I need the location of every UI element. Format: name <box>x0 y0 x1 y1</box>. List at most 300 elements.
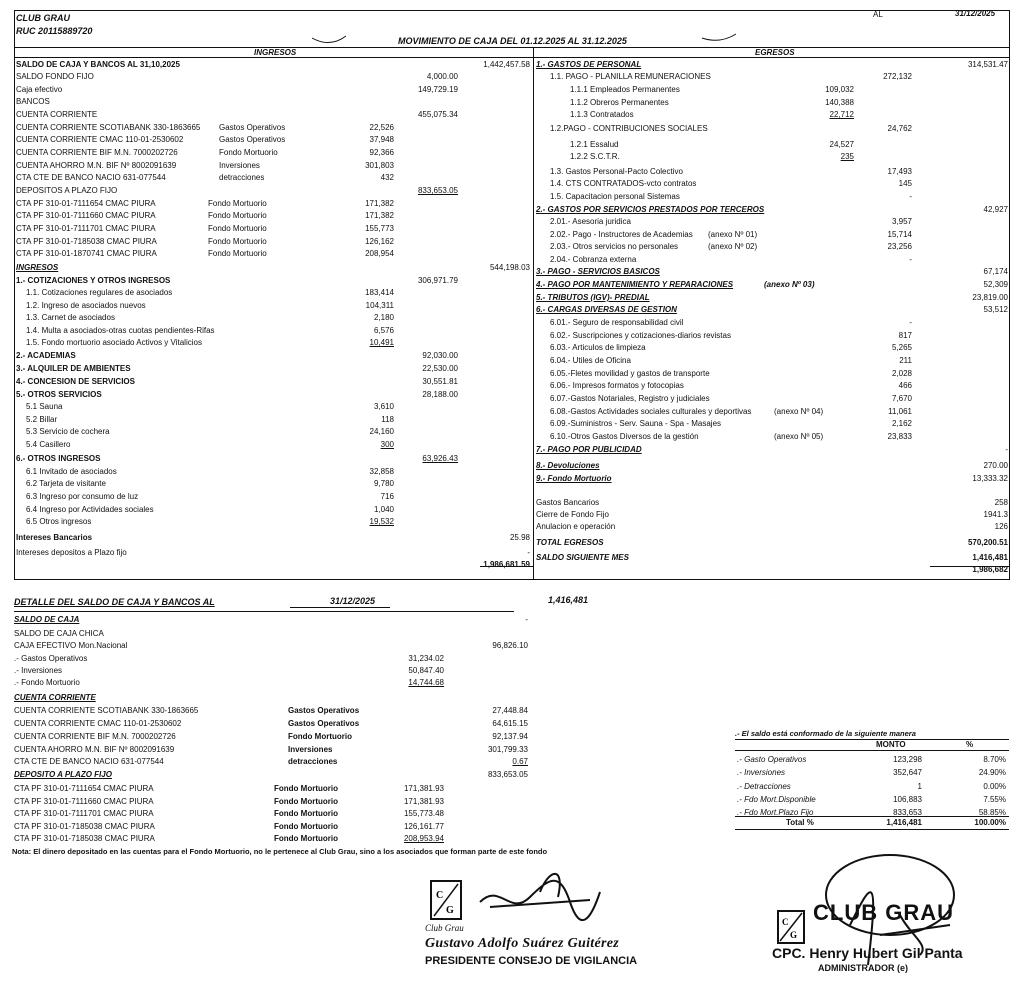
egresos-label: 6.03.- Articulos de limpieza <box>550 343 646 352</box>
detalle-row <box>14 796 514 808</box>
ingresos-amount: 171,382 <box>365 199 394 208</box>
egresos-label: TOTAL EGRESOS <box>536 538 604 547</box>
ingresos-label: 1.2. Ingreso de asociados nuevos <box>26 301 146 310</box>
tilde-mark-right <box>700 30 740 44</box>
egresos-row <box>534 473 1010 485</box>
egresos-label: 6.10.-Otros Gastos Diversos de la gestión <box>550 432 699 441</box>
egresos-label: 6.08.-Gastos Actividades sociales culturales y deportivas <box>550 407 752 416</box>
egresos-label: 1.5. Capacitacion personal Sistemas <box>550 192 680 201</box>
detalle-total: 0.67 <box>512 757 528 766</box>
ingresos-amount: 10,491 <box>369 338 394 347</box>
egresos-row <box>534 460 1010 472</box>
resumen-row <box>735 754 1009 766</box>
egresos-row <box>534 292 1010 304</box>
ingresos-desc: Fondo Mortuorio <box>208 237 267 246</box>
egresos-label: 1.2.1 Essalud <box>570 140 619 149</box>
resumen-monto: 1 <box>917 782 922 791</box>
egresos-row <box>534 393 1010 405</box>
ingresos-subtotal: 455,075.34 <box>417 110 458 119</box>
detalle-total: 96,826.10 <box>492 641 528 650</box>
resumen-label: .- Detracciones <box>737 782 791 791</box>
resumen-monto: 123,298 <box>893 755 922 764</box>
header-line-1 <box>14 47 1010 48</box>
egresos-label: 9.- Fondo Mortuorio <box>536 474 612 483</box>
ingresos-row <box>14 439 534 451</box>
detalle-row <box>14 665 514 677</box>
egresos-subtotal: 5,265 <box>891 343 912 352</box>
detalle-row <box>14 808 514 820</box>
egresos-row <box>534 123 1010 135</box>
ingresos-row <box>14 172 534 184</box>
detalle-date-underline <box>290 607 390 608</box>
ingresos-label: CTA PF 310-01-7185038 CMAC PIURA <box>16 237 157 246</box>
egresos-row <box>534 279 1010 291</box>
detalle-desc: Inversiones <box>288 745 333 754</box>
detalle-desc: Fondo Mortuorio <box>274 809 338 818</box>
egresos-row <box>534 380 1010 392</box>
detalle-label: .- Fondo Mortuorio <box>14 678 80 687</box>
ingresos-label: CUENTA CORRIENTE SCOTIABANK 330-1863665 <box>16 123 201 132</box>
ingresos-label: INGRESOS <box>16 263 59 272</box>
frame-bottom <box>14 579 1010 580</box>
left-stamp-text: Club Grau <box>425 923 464 933</box>
egresos-subtotal: 145 <box>898 179 912 188</box>
ingresos-label: 1.5. Fondo mortuorio asociado Activos y Vitalicios <box>26 338 202 347</box>
egresos-subtotal: 11,061 <box>888 407 912 416</box>
resumen-monto: 106,883 <box>893 795 922 804</box>
detalle-label: CTA PF 310-01-7185038 CMAC PIURA <box>14 834 155 843</box>
egresos-row <box>534 97 1010 109</box>
right-stamp-text: CLUB GRAU <box>813 900 954 925</box>
ingresos-label: 6.- OTROS INGRESOS <box>16 454 101 463</box>
ingresos-row <box>14 491 534 503</box>
detalle-row <box>14 614 528 626</box>
ingresos-amount: 6,576 <box>373 326 394 335</box>
egresos-label: 2.04.- Cobranza externa <box>550 255 637 264</box>
ingresos-row <box>14 401 534 413</box>
club-grau-logo-left <box>428 878 468 924</box>
detalle-desc: Fondo Mortuorio <box>274 784 338 793</box>
detalle-amount: 171,381.93 <box>403 784 444 793</box>
egresos-row <box>534 191 1010 203</box>
resumen-title: .- El saldo está conformado de la siguiente manera <box>735 729 916 738</box>
ingresos-label: 1.3. Carnet de asociados <box>26 313 115 322</box>
svg-text:G: G <box>446 905 454 916</box>
ingresos-amount: 9,780 <box>373 479 394 488</box>
ingresos-amount: 3,610 <box>373 402 394 411</box>
detalle-desc: Fondo Mortuorio <box>274 822 338 831</box>
egresos-label: 2.01.- Asesoria juridica <box>550 217 631 226</box>
egresos-anexo: (anexo Nº 01) <box>708 230 758 239</box>
egresos-amount: 140,388 <box>825 98 854 107</box>
resumen-monto: 833,653 <box>893 808 922 817</box>
egresos-row <box>534 509 1010 521</box>
egresos-subtotal: 15,714 <box>887 230 912 239</box>
ingresos-row <box>14 453 534 465</box>
detalle-amount: 155,773.48 <box>403 809 444 818</box>
egresos-row <box>534 254 1010 266</box>
ingresos-label: DEPOSITOS A PLAZO FIJO <box>16 186 118 195</box>
egresos-row <box>534 444 1010 456</box>
svg-text:C: C <box>782 917 789 927</box>
egresos-row <box>534 418 1010 430</box>
ingresos-total: 25.98 <box>509 533 530 542</box>
egresos-label: 1.1.1 Empleados Permanentes <box>570 85 680 94</box>
egresos-row <box>534 330 1010 342</box>
ingresos-amount: 2,180 <box>373 313 394 322</box>
detalle-label: .- Gastos Operativos <box>14 654 88 663</box>
ingresos-label: CTA PF 310-01-7111660 CMAC PIURA <box>16 211 156 220</box>
ingresos-label: 6.3 Ingreso por consumo de luz <box>26 492 139 501</box>
ingresos-row <box>14 71 534 83</box>
egresos-subtotal: 2,162 <box>891 419 912 428</box>
ingresos-label: BANCOS <box>16 97 50 106</box>
detalle-label: SALDO DE CAJA CHICA <box>14 629 104 638</box>
detalle-note: Nota: El dinero depositado en las cuentas para el Fondo Mortuorio, no le pertenece al Club Grau, sino a los asociados que forman parte de este fondo <box>12 847 548 856</box>
egresos-label: 6.04.- Utiles de Oficina <box>550 356 631 365</box>
ingresos-label: 1.4. Multa a asociados-otras cuotas pendientes-Rifas <box>26 326 215 335</box>
detalle-row <box>14 705 528 717</box>
ingresos-label: CUENTA AHORRO M.N. BIF Nº 8002091639 <box>16 161 177 170</box>
ingresos-row <box>14 59 534 71</box>
egresos-row <box>534 71 1010 83</box>
detalle-row <box>14 692 514 704</box>
egresos-subtotal: 3,957 <box>891 217 912 226</box>
egresos-row <box>534 139 1010 151</box>
ingresos-amount: 716 <box>380 492 394 501</box>
ingresos-label: Caja efectivo <box>16 85 63 94</box>
detalle-amount: 14,744.68 <box>408 678 444 687</box>
egresos-row <box>534 521 1010 533</box>
egresos-row <box>534 266 1010 278</box>
ingresos-label: 5.1 Sauna <box>26 402 63 411</box>
detalle-label: CTA PF 310-01-7111701 CMAC PIURA <box>14 809 154 818</box>
detalle-desc: Gastos Operativos <box>288 706 360 715</box>
ingresos-desc: Fondo Mortuorio <box>208 224 267 233</box>
detalle-row <box>14 744 528 756</box>
egresos-row <box>534 204 1010 216</box>
left-signer-name: Gustavo Adolfo Suárez Guitérez <box>425 936 620 951</box>
ingresos-label: Intereses Bancarios <box>16 533 93 542</box>
egresos-row <box>534 304 1010 316</box>
egresos-total: 1941.3 <box>983 510 1008 519</box>
ingresos-desc: Fondo Mortuorio <box>208 199 267 208</box>
egresos-anexo: (anexo Nº 02) <box>708 242 758 251</box>
detalle-desc: Gastos Operativos <box>288 719 360 728</box>
egresos-total: 1,986,682 <box>972 565 1008 574</box>
ingresos-amount: 32,858 <box>369 467 394 476</box>
egresos-label: 6.01.- Seguro de responsabilidad civil <box>550 318 684 327</box>
ingresos-row <box>14 262 534 274</box>
ingresos-label: CTA CTE DE BANCO NACIO 631-077544 <box>16 173 166 182</box>
detalle-label: CTA PF 310-01-7111654 CMAC PIURA <box>14 784 154 793</box>
svg-text:C: C <box>436 890 444 901</box>
ingresos-total: 1,442,457.58 <box>483 60 530 69</box>
egresos-row <box>534 178 1010 190</box>
ingresos-label: SALDO DE CAJA Y BANCOS AL 31,10,2025 <box>16 60 180 69</box>
ingresos-desc: Gastos Operativos <box>219 123 286 132</box>
egresos-label: 1.4. CTS CONTRATADOS-vcto contratos <box>550 179 697 188</box>
ingresos-row <box>14 275 534 287</box>
ingresos-amount: 37,948 <box>369 135 394 144</box>
ingresos-row <box>14 516 534 528</box>
egresos-header: EGRESOS <box>755 48 795 57</box>
egresos-row <box>534 537 1010 549</box>
ingresos-row <box>14 300 534 312</box>
ingresos-amount: 104,311 <box>365 301 394 310</box>
ingresos-row <box>14 478 534 490</box>
egresos-label: 5.- TRIBUTOS (IGV)- PREDIAL <box>536 293 650 302</box>
ingresos-desc: Gastos Operativos <box>219 135 286 144</box>
egresos-row <box>534 431 1010 443</box>
detalle-row <box>14 821 514 833</box>
egresos-row <box>534 368 1010 380</box>
ingresos-row <box>14 389 534 401</box>
egresos-total: 52,309 <box>983 280 1008 289</box>
resumen-row <box>735 767 1009 779</box>
egresos-total: 258 <box>994 498 1008 507</box>
ingresos-amount: 171,382 <box>365 211 394 220</box>
ingresos-row <box>14 185 534 197</box>
egresos-total-line <box>930 566 1010 567</box>
ingresos-amount: 92,366 <box>369 148 394 157</box>
egresos-subtotal: 211 <box>899 356 912 365</box>
detalle-amount: 31,234.02 <box>408 654 444 663</box>
egresos-row <box>534 109 1010 121</box>
ingresos-label: 6.1 Invitado de asociados <box>26 467 117 476</box>
egresos-label: 1.3. Gastos Personal-Pacto Colectivo <box>550 167 683 176</box>
egresos-label: 6.07.-Gastos Notariales, Registro y judiciales <box>550 394 710 403</box>
ingresos-label: Intereses depositos a Plazo fijo <box>16 548 127 557</box>
resumen-pct: 24.90% <box>978 768 1006 777</box>
ingresos-row <box>14 363 534 375</box>
tilde-mark-left <box>310 32 350 46</box>
resumen-col-pct: % <box>966 740 974 749</box>
right-signer-name: CPC. Henry Hubert Gil Panta <box>772 945 963 961</box>
detalle-total: 27,448.84 <box>492 706 528 715</box>
ingresos-row <box>14 547 534 559</box>
egresos-label: Cierre de Fondo Fijo <box>536 510 609 519</box>
ingresos-subtotal: 92,030.00 <box>422 351 458 360</box>
resumen-pct: 58.85% <box>978 808 1006 817</box>
egresos-row <box>534 406 1010 418</box>
ingresos-amount: 183,414 <box>365 288 394 297</box>
egresos-label: 2.03.- Otros servicios no personales <box>550 242 679 251</box>
egresos-row <box>534 241 1010 253</box>
egresos-row <box>534 166 1010 178</box>
detalle-amount: 126,161.77 <box>403 822 444 831</box>
egresos-subtotal: - <box>909 255 912 264</box>
detalle-label: CAJA EFECTIVO Mon.Nacional <box>14 641 128 650</box>
egresos-subtotal: - <box>909 318 912 327</box>
ingresos-row <box>14 210 534 222</box>
egresos-label: Anulacion e operación <box>536 522 616 531</box>
egresos-row <box>534 84 1010 96</box>
detalle-label: .- Inversiones <box>14 666 63 675</box>
detalle-amount: 50,847.40 <box>408 666 444 675</box>
detalle-label: CTA PF 310-01-7185038 CMAC PIURA <box>14 822 155 831</box>
ingresos-row <box>14 414 534 426</box>
ingresos-row <box>14 134 534 146</box>
ingresos-label: 3.- ALQUILER DE AMBIENTES <box>16 364 131 373</box>
ingresos-row <box>14 325 534 337</box>
detalle-amount: 171,381.93 <box>403 797 444 806</box>
resumen-label: .- Fdo Mort.Plazo Fijo <box>737 808 814 817</box>
egresos-subtotal: 2,028 <box>891 369 912 378</box>
egresos-total: 67,174 <box>983 267 1008 276</box>
detalle-row <box>14 718 528 730</box>
egresos-label: 1.1.3 Contratados <box>570 110 634 119</box>
egresos-subtotal: 17,493 <box>887 167 912 176</box>
detalle-row <box>14 653 514 665</box>
ingresos-amount: 432 <box>380 173 394 182</box>
egresos-row <box>534 552 1010 564</box>
ingresos-total-line <box>480 566 534 567</box>
egresos-subtotal: 272,132 <box>883 72 912 81</box>
ingresos-desc: Fondo Mortuorio <box>219 148 278 157</box>
ingresos-total: 544,198.03 <box>489 263 530 272</box>
ingresos-amount: 118 <box>381 415 394 424</box>
ingresos-subtotal: 28,188.00 <box>422 390 458 399</box>
egresos-subtotal: - <box>909 192 912 201</box>
detalle-row <box>14 769 528 781</box>
detalle-total: 301,799.33 <box>487 745 528 754</box>
egresos-label: SALDO SIGUIENTE MES <box>536 553 629 562</box>
ingresos-label: CUENTA CORRIENTE BIF M.N. 7000202726 <box>16 148 178 157</box>
ingresos-total: 1,986,681.59 <box>483 560 530 569</box>
ingresos-label: 6.5 Otros ingresos <box>26 517 92 526</box>
ingresos-label: SALDO FONDO FIJO <box>16 72 94 81</box>
ingresos-row <box>14 337 534 349</box>
egresos-row <box>534 355 1010 367</box>
right-signature <box>810 825 960 985</box>
detalle-desc: Fondo Mortuorio <box>274 834 338 843</box>
resumen-total-monto: 1,416,481 <box>886 818 922 827</box>
egresos-subtotal: 23,256 <box>887 242 912 251</box>
ingresos-row <box>14 287 534 299</box>
ingresos-row <box>14 559 534 571</box>
ingresos-amount: 300 <box>380 440 394 449</box>
resumen-pct: 8.70% <box>983 755 1006 764</box>
ingresos-label: 5.- OTROS SERVICIOS <box>16 390 102 399</box>
egresos-amount: 22,712 <box>829 110 854 119</box>
egresos-row <box>534 229 1010 241</box>
egresos-label: 3.- PAGO - SERVICIOS BASICOS <box>536 267 660 276</box>
egresos-total: 13,333.32 <box>972 474 1008 483</box>
ingresos-label: 6.4 Ingreso por Actividades sociales <box>26 505 154 514</box>
detalle-row <box>14 628 514 640</box>
resumen-row <box>735 781 1009 793</box>
ingresos-amount: 301,803 <box>365 161 394 170</box>
detalle-label: SALDO DE CAJA <box>14 615 80 624</box>
ingresos-amount: 19,532 <box>369 517 394 526</box>
detalle-row <box>14 677 514 689</box>
egresos-subtotal: 7,670 <box>891 394 912 403</box>
ingresos-row <box>14 532 534 544</box>
egresos-total: 53,512 <box>983 305 1008 314</box>
detalle-row <box>14 756 528 768</box>
detalle-total: 833,653.05 <box>487 770 528 779</box>
egresos-total: 126 <box>994 522 1008 531</box>
ingresos-label: CUENTA CORRIENTE <box>16 110 98 119</box>
detalle-date: 31/12/2025 <box>330 596 376 606</box>
ingresos-label: 6.2 Tarjeta de visitante <box>26 479 106 488</box>
egresos-label: 4.- PAGO POR MANTENIMIENTO Y REPARACIONES <box>536 280 734 289</box>
resumen-row <box>735 794 1009 806</box>
detalle-label: CTA PF 310-01-7111660 CMAC PIURA <box>14 797 154 806</box>
ingresos-desc: Fondo Mortuorio <box>208 249 267 258</box>
club-name: CLUB GRAU <box>16 13 70 23</box>
egresos-label: 6.09.-Suministros - Serv. Sauna - Spa - Masajes <box>550 419 722 428</box>
egresos-anexo: (anexo Nº 03) <box>764 280 815 289</box>
egresos-subtotal: 817 <box>898 331 912 340</box>
ingresos-amount: 155,773 <box>365 224 394 233</box>
detalle-label: CUENTA CORRIENTE BIF M.N. 7000202726 <box>14 732 176 741</box>
ingresos-label: CTA PF 310-01-1870741 CMAC PIURA <box>16 249 157 258</box>
egresos-total: - <box>1005 445 1008 454</box>
egresos-label: 6.- CARGAS DIVERSAS DE GESTION <box>536 305 677 314</box>
detalle-row <box>14 783 514 795</box>
egresos-total: 314,531.47 <box>967 60 1008 69</box>
right-signer-title: ADMINISTRADOR (e) <box>818 963 908 973</box>
detalle-title: DETALLE DEL SALDO DE CAJA Y BANCOS AL <box>14 597 215 607</box>
egresos-row <box>534 216 1010 228</box>
ingresos-subtotal: 149,729.19 <box>417 85 458 94</box>
egresos-label: 1.2.2 S.C.T.R. <box>570 152 620 161</box>
egresos-row <box>534 59 1010 71</box>
ingresos-subtotal: 30,551.81 <box>422 377 458 386</box>
resumen-pct: 7.55% <box>983 795 1006 804</box>
detalle-label: CUENTA CORRIENTE SCOTIABANK 330-1863665 <box>14 706 199 715</box>
ingresos-label: 1.- COTIZACIONES Y OTROS INGRESOS <box>16 276 171 285</box>
header-date: 31/12/2025 <box>955 9 996 18</box>
detalle-desc: Fondo Mortuorio <box>274 797 338 806</box>
ingresos-desc: detracciones <box>219 173 265 182</box>
ingresos-row <box>14 350 534 362</box>
ingresos-row <box>14 223 534 235</box>
detalle-desc: detracciones <box>288 757 338 766</box>
ruc: RUC 20115889720 <box>16 26 93 36</box>
ingresos-subtotal: 306,971.79 <box>417 276 458 285</box>
ingresos-row <box>14 376 534 388</box>
resumen-col-monto: MONTO <box>876 740 906 749</box>
detalle-label: DEPOSITO A PLAZO FIJO <box>14 770 112 779</box>
left-signer-title: PRESIDENTE CONSEJO DE VIGILANCIA <box>425 955 638 967</box>
left-signature <box>470 862 620 932</box>
ingresos-amount: 126,162 <box>365 237 394 246</box>
detalle-row <box>14 833 514 845</box>
ingresos-header: INGRESOS <box>254 48 297 57</box>
svg-text:G: G <box>790 930 798 940</box>
egresos-label: 1.2.PAGO - CONTRIBUCIONES SOCIALES <box>550 124 708 133</box>
detalle-label: CUENTA CORRIENTE <box>14 693 96 702</box>
egresos-label: 1.1.2 Obreros Permanentes <box>570 98 669 107</box>
ingresos-label: 5.2 Billar <box>26 415 58 424</box>
ingresos-row <box>14 504 534 516</box>
ingresos-row <box>14 122 534 134</box>
ingresos-amount: 1,040 <box>373 505 394 514</box>
egresos-label: 1.- GASTOS DE PERSONAL <box>536 60 642 69</box>
egresos-label: 6.05.-Fletes movilidad y gastos de transporte <box>550 369 710 378</box>
detalle-total: 1,416,481 <box>548 595 589 605</box>
ingresos-desc: Fondo Mortuorio <box>208 211 267 220</box>
resumen-line-head <box>735 750 1009 751</box>
detalle-total: 64,615.15 <box>492 719 528 728</box>
egresos-subtotal: 23,833 <box>887 432 912 441</box>
ingresos-subtotal: 22,530.00 <box>422 364 458 373</box>
detalle-amount: 208,953.94 <box>403 834 444 843</box>
ingresos-row <box>14 236 534 248</box>
